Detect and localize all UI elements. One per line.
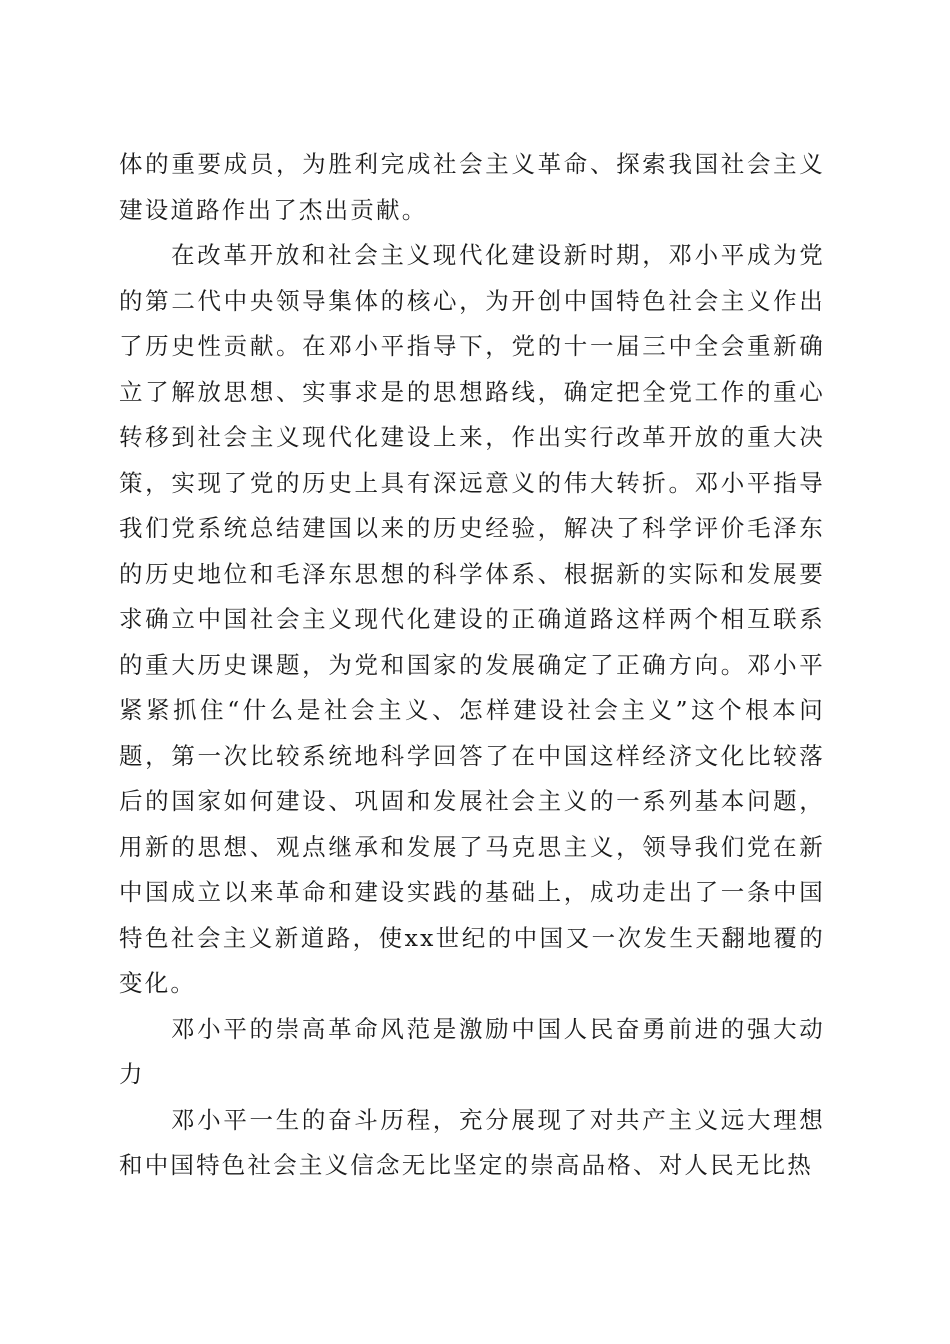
document-body — [119, 142, 825, 1189]
paragraph-reform-era: 在改革开放和社会主义现代化建设新时期，邓小平成为党的第二代中央领导集体的核心，为开创中国特色社会主义作出了历史性贡献。在邓小平指导下，党的十一届三中全会重新确立了解放思想、实事求是的思想路线，确定把全党工作的重心转移到社会主义现代化建设上来，作出实行改革开放的重大决策，实现了党的历史上具有深远意义的伟大转折。邓小平指导我们党系统总结建国以来的历史经验，解决了科学评价毛泽东的历史地位和毛泽东思想的科学体系、根据新的实际和发展要求确立中国社会主义现代化建设的正确道路这样两个相互联系的重大历史课题，为党和国家的发展确定了正确方向。邓小平紧紧抓住“什么是社会主义、怎样建设社会主义”这个根本问题，第一次比较系统地科学回答了在中国这样经济文化比较落后的国家如何建设、巩固和发展社会主义的一系列基本问题，用新的思想、观点继承和发展了马克思主义，领导我们党在新中国成立以来革命和建设实践的基础上，成功走出了一条中国特色社会主义新道路，使xx世纪的中国又一次发生天翻地覆的变化。 — [119, 241, 825, 997]
paragraph-continuation: 体的重要成员，为胜利完成社会主义革命、探索我国社会主义建设道路作出了杰出贡献。 — [119, 150, 825, 224]
paragraph-life-struggle: 邓小平一生的奋斗历程，充分展现了对共产主义远大理想和中国特色社会主义信念无比坚定的崇高品格、对人民无比热 — [119, 1105, 825, 1179]
section-heading-revolutionary-style: 邓小平的崇高革命风范是激励中国人民奋勇前进的强大动力 — [119, 1014, 825, 1088]
